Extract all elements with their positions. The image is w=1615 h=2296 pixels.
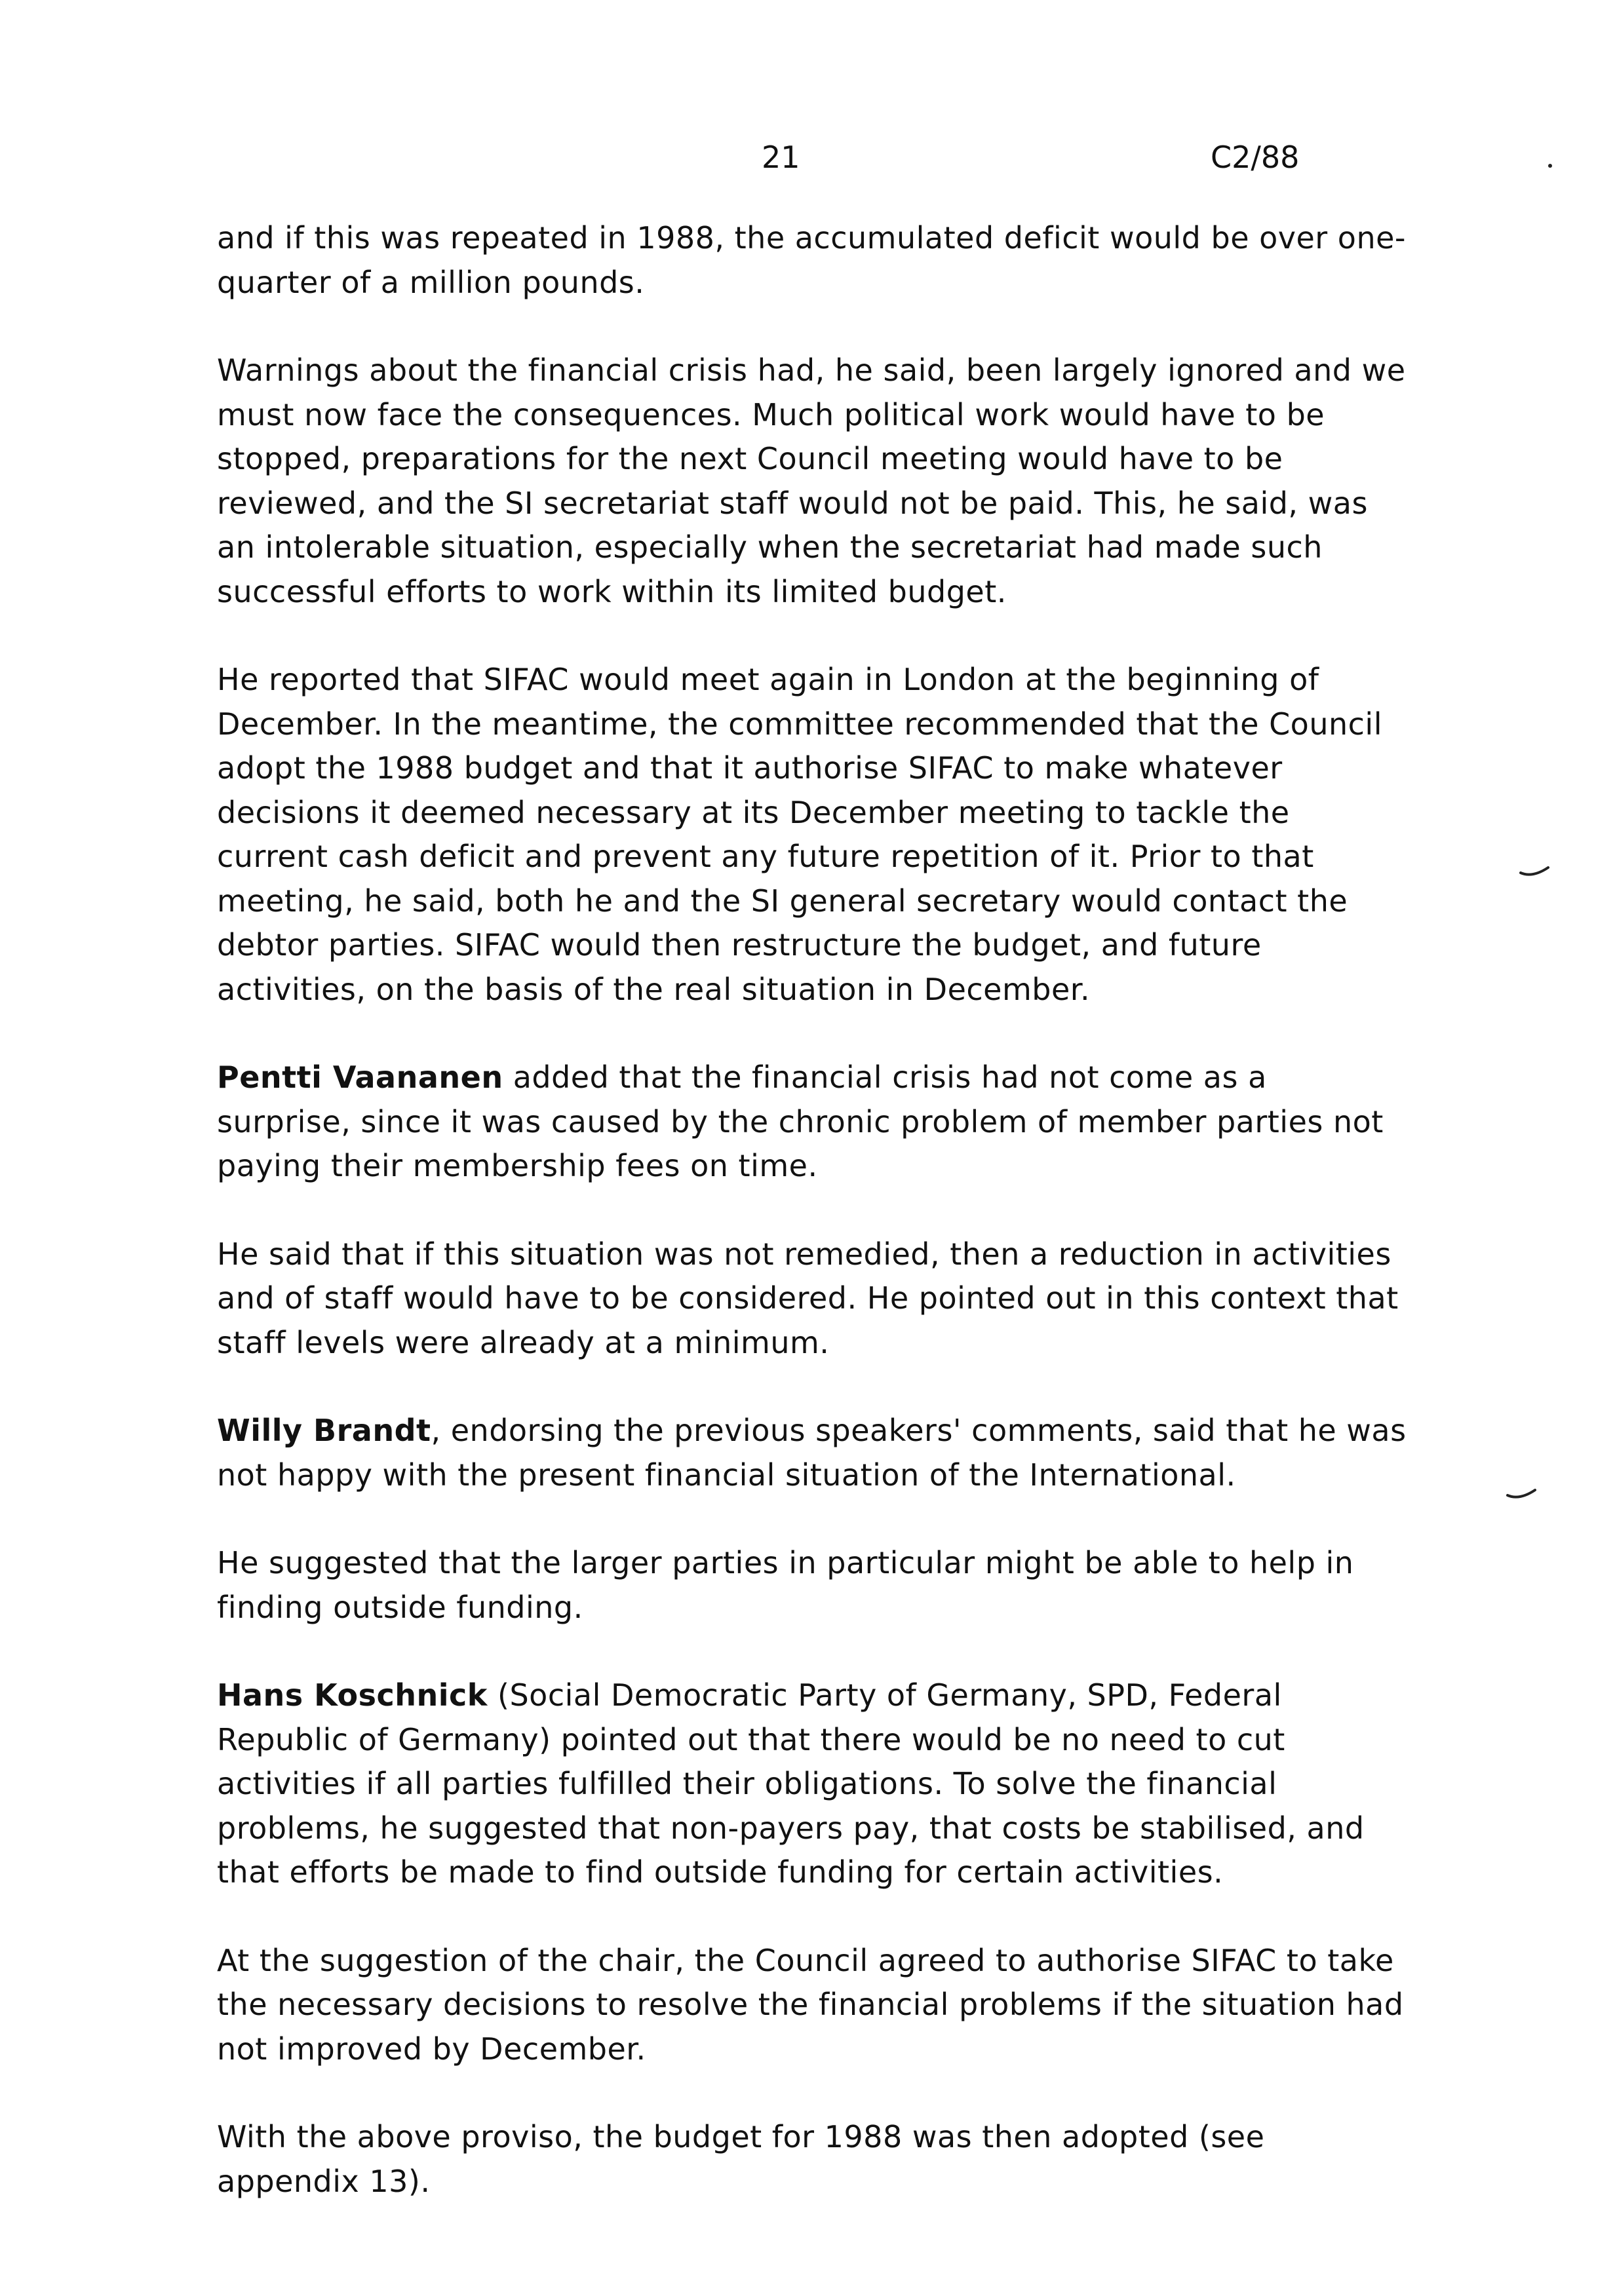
- paragraph-text: He said that if this situation was not remedied, then a reduction in activities and of staff would have to be considered. He pointed out in this context that staff levels were already at a minimum.: [217, 1236, 1399, 1360]
- paragraph-budget-adopted: [217, 2115, 1410, 2204]
- paragraph-council-authorisation: [217, 1939, 1410, 2072]
- paragraph-sifac-report: [217, 658, 1410, 1012]
- paragraph-text: (Social Democratic Party of Germany, SPD, Federal Republic of Germany) pointed out that there would be no need to cut activities if all parties fulfilled their obligations. To solve the financial problems, he suggested that non-payers pay, that costs be stabilised, and that efforts be made to find outside funding for certain activities.: [217, 1677, 1365, 1890]
- speaker-name: Hans Koschnick: [217, 1677, 488, 1713]
- paragraph-staff-reduction: [217, 1233, 1410, 1366]
- speaker-name: Pentti Vaananen: [217, 1060, 503, 1095]
- scan-speck: [1548, 164, 1552, 168]
- paragraph-outside-funding: [217, 1541, 1410, 1630]
- paragraph-warnings: [217, 349, 1410, 614]
- paragraph-text: With the above proviso, the budget for 1988 was then adopted (see appendix 13).: [217, 2119, 1265, 2199]
- paragraph-koschnick: [217, 1674, 1410, 1895]
- paragraph-brandt: [217, 1409, 1410, 1497]
- scan-mark: [1519, 864, 1549, 878]
- paragraph-text: , endorsing the previous speakers' comments, said that he was not happy with the present financial situation of the International.: [217, 1413, 1407, 1493]
- paragraph-text: added that the financial crisis had not come as a surprise, since it was caused by the chronic problem of member parties not paying their membership fees on time.: [217, 1060, 1384, 1183]
- page-number: 21: [762, 140, 800, 175]
- paragraph-text: and if this was repeated in 1988, the accumulated deficit would be over one-quarter of a million pounds.: [217, 220, 1407, 300]
- speaker-name: Willy Brandt: [217, 1413, 431, 1448]
- document-body: [217, 216, 1410, 2248]
- paragraph-deficit: [217, 216, 1410, 305]
- paragraph-text: He reported that SIFAC would meet again in London at the beginning of December. In the meantime, the committee recommended that the Council adopt the 1988 budget and that it authorise SIFAC to make whatever decisions it deemed necessary at its December meeting to tackle the current cash deficit and prevent any future repetition of it. Prior to that meeting, he said, both he and the SI general secretary would contact the debtor parties. SIFAC would then restructure the budget, and future activities, on the basis of the real situation in December.: [217, 662, 1382, 1007]
- paragraph-vaananen: [217, 1056, 1410, 1189]
- paragraph-text: He suggested that the larger parties in particular might be able to help in finding outside funding.: [217, 1545, 1354, 1625]
- paragraph-text: At the suggestion of the chair, the Council agreed to authorise SIFAC to take the necessary decisions to resolve the financial problems if the situation had not improved by December.: [217, 1942, 1404, 2067]
- document-reference: C2/88: [1211, 140, 1300, 175]
- scan-mark: [1506, 1486, 1536, 1501]
- paragraph-text: Warnings about the financial crisis had, he said, been largely ignored and we must now face the consequences. Much political work would have to be stopped, preparations for the next Council meeting would have to be reviewed, and the SI secretariat staff would not be paid. This, he said, was an intolerable situation, especially when the secretariat had made such successful efforts to work within its limited budget.: [217, 353, 1406, 609]
- page-header: [0, 134, 1615, 180]
